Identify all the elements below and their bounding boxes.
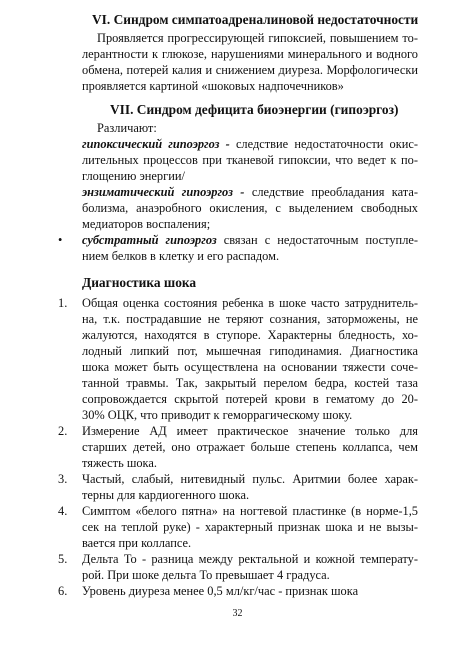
hypoxic-line [82,137,418,152]
section-6-line: проявляется картиной «шоковых надпочечников» [82,79,344,93]
list-item-line: сек на теплой руке) - характерный признак шока и не вызы- [82,520,418,534]
enzymatic-line [82,185,418,200]
enzymatic-term: энзиматический гипоэргоз - [82,185,245,199]
list-item-number: 6. [58,584,68,598]
list-item-number: 4. [58,504,68,518]
substrate-text: связан с недостаточным поступле- [223,233,418,247]
section-7-heading: VII. Синдром дефицита биоэнергии (гипоэргоз) [110,102,399,117]
bullet-icon: • [58,233,63,247]
list-item-line: сопровождается скрытой потерей крови в гематому до 20- [82,392,418,406]
list-item-line: вается при коллапсе. [82,536,192,550]
list-item-line: танной травмы. Так, закрытый перелом бедра, костей таза [82,376,418,390]
page-number: 32 [232,608,243,619]
hypoxic-term: гипоксический гипоэргоз - [82,137,230,151]
substrate-line: нием белков в клетку и его распадом. [82,249,280,263]
section-6-line: Проявляется прогрессирующей гипоксией, повышением то- [97,31,418,45]
section-6-heading: VI. Синдром симпатоадреналиновой недостаточности [92,12,419,27]
enzymatic-line: болизма, анаэробного окисления, с выделением свободных [82,201,418,215]
hypoxic-line: глощению энергии/ [82,169,185,183]
diagnostics-heading: Диагностика шока [82,275,197,290]
substrate-line [82,233,418,248]
list-item-line: шока может быть осуществлена на основании тяжести соче- [82,360,418,374]
section-6-line: лерантности к глюкозе, нарушениями минерального и водного [82,47,418,61]
list-item-line: жалуются, находятся в ступоре. Характерны бледность, хо- [82,328,418,342]
list-item-line: тяжесть шока. [82,456,157,470]
list-item-line: Дельта То - разница между ректальной и кожной температу- [82,552,418,566]
list-item-line: терны для кардиогенного шока. [82,488,250,502]
section-6-line: обмена, потерей калия и снижением диуреза. Морфологически [82,63,418,77]
list-item-line: на, т.к. пострадавшие не теряют сознания, заторможены, не [82,312,418,326]
list-item-line: лодный липкий пот, мышечная гиподинамия. Диагностика [82,344,418,358]
list-item-line: старших детей, оно отражает больше степень коллапса, чем [82,440,418,454]
list-item-number: 3. [58,472,68,486]
list-item-line: Частый, слабый, нитевидный пульс. Аритмии более харак- [82,472,418,486]
list-item-line: рой. При шоке дельта То превышает 4 градуса. [82,568,330,582]
list-item-number: 5. [58,552,68,566]
hypoxic-text: следствие недостаточности окис- [235,137,418,151]
list-item-line: Общая оценка состояния ребенка в шоке часто затруднитель- [82,296,418,310]
list-item-line: 30% ОЦК, что приводит к геморрагическому шоку. [82,408,353,422]
list-item-line: Симптом «белого пятна» на ногтевой пластинке (в норме-1,5 [82,504,418,518]
enzymatic-line: медиаторов воспаления; [82,217,211,231]
substrate-term: субстратный гипоэргоз [82,233,217,247]
list-item-number: 1. [58,296,68,310]
list-item-line: Измерение АД имеет практическое значение только для [82,424,418,438]
list-item-number: 2. [58,424,68,438]
enzymatic-text: следствие преобладания ката- [251,185,418,199]
hypoxic-line: лительных процессов при тканевой гипоксии, что ведет к по- [82,153,418,167]
list-item-line: Уровень диуреза менее 0,5 мл/кг/час - признак шока [82,584,359,598]
section-7-intro: Различают: [97,121,157,135]
